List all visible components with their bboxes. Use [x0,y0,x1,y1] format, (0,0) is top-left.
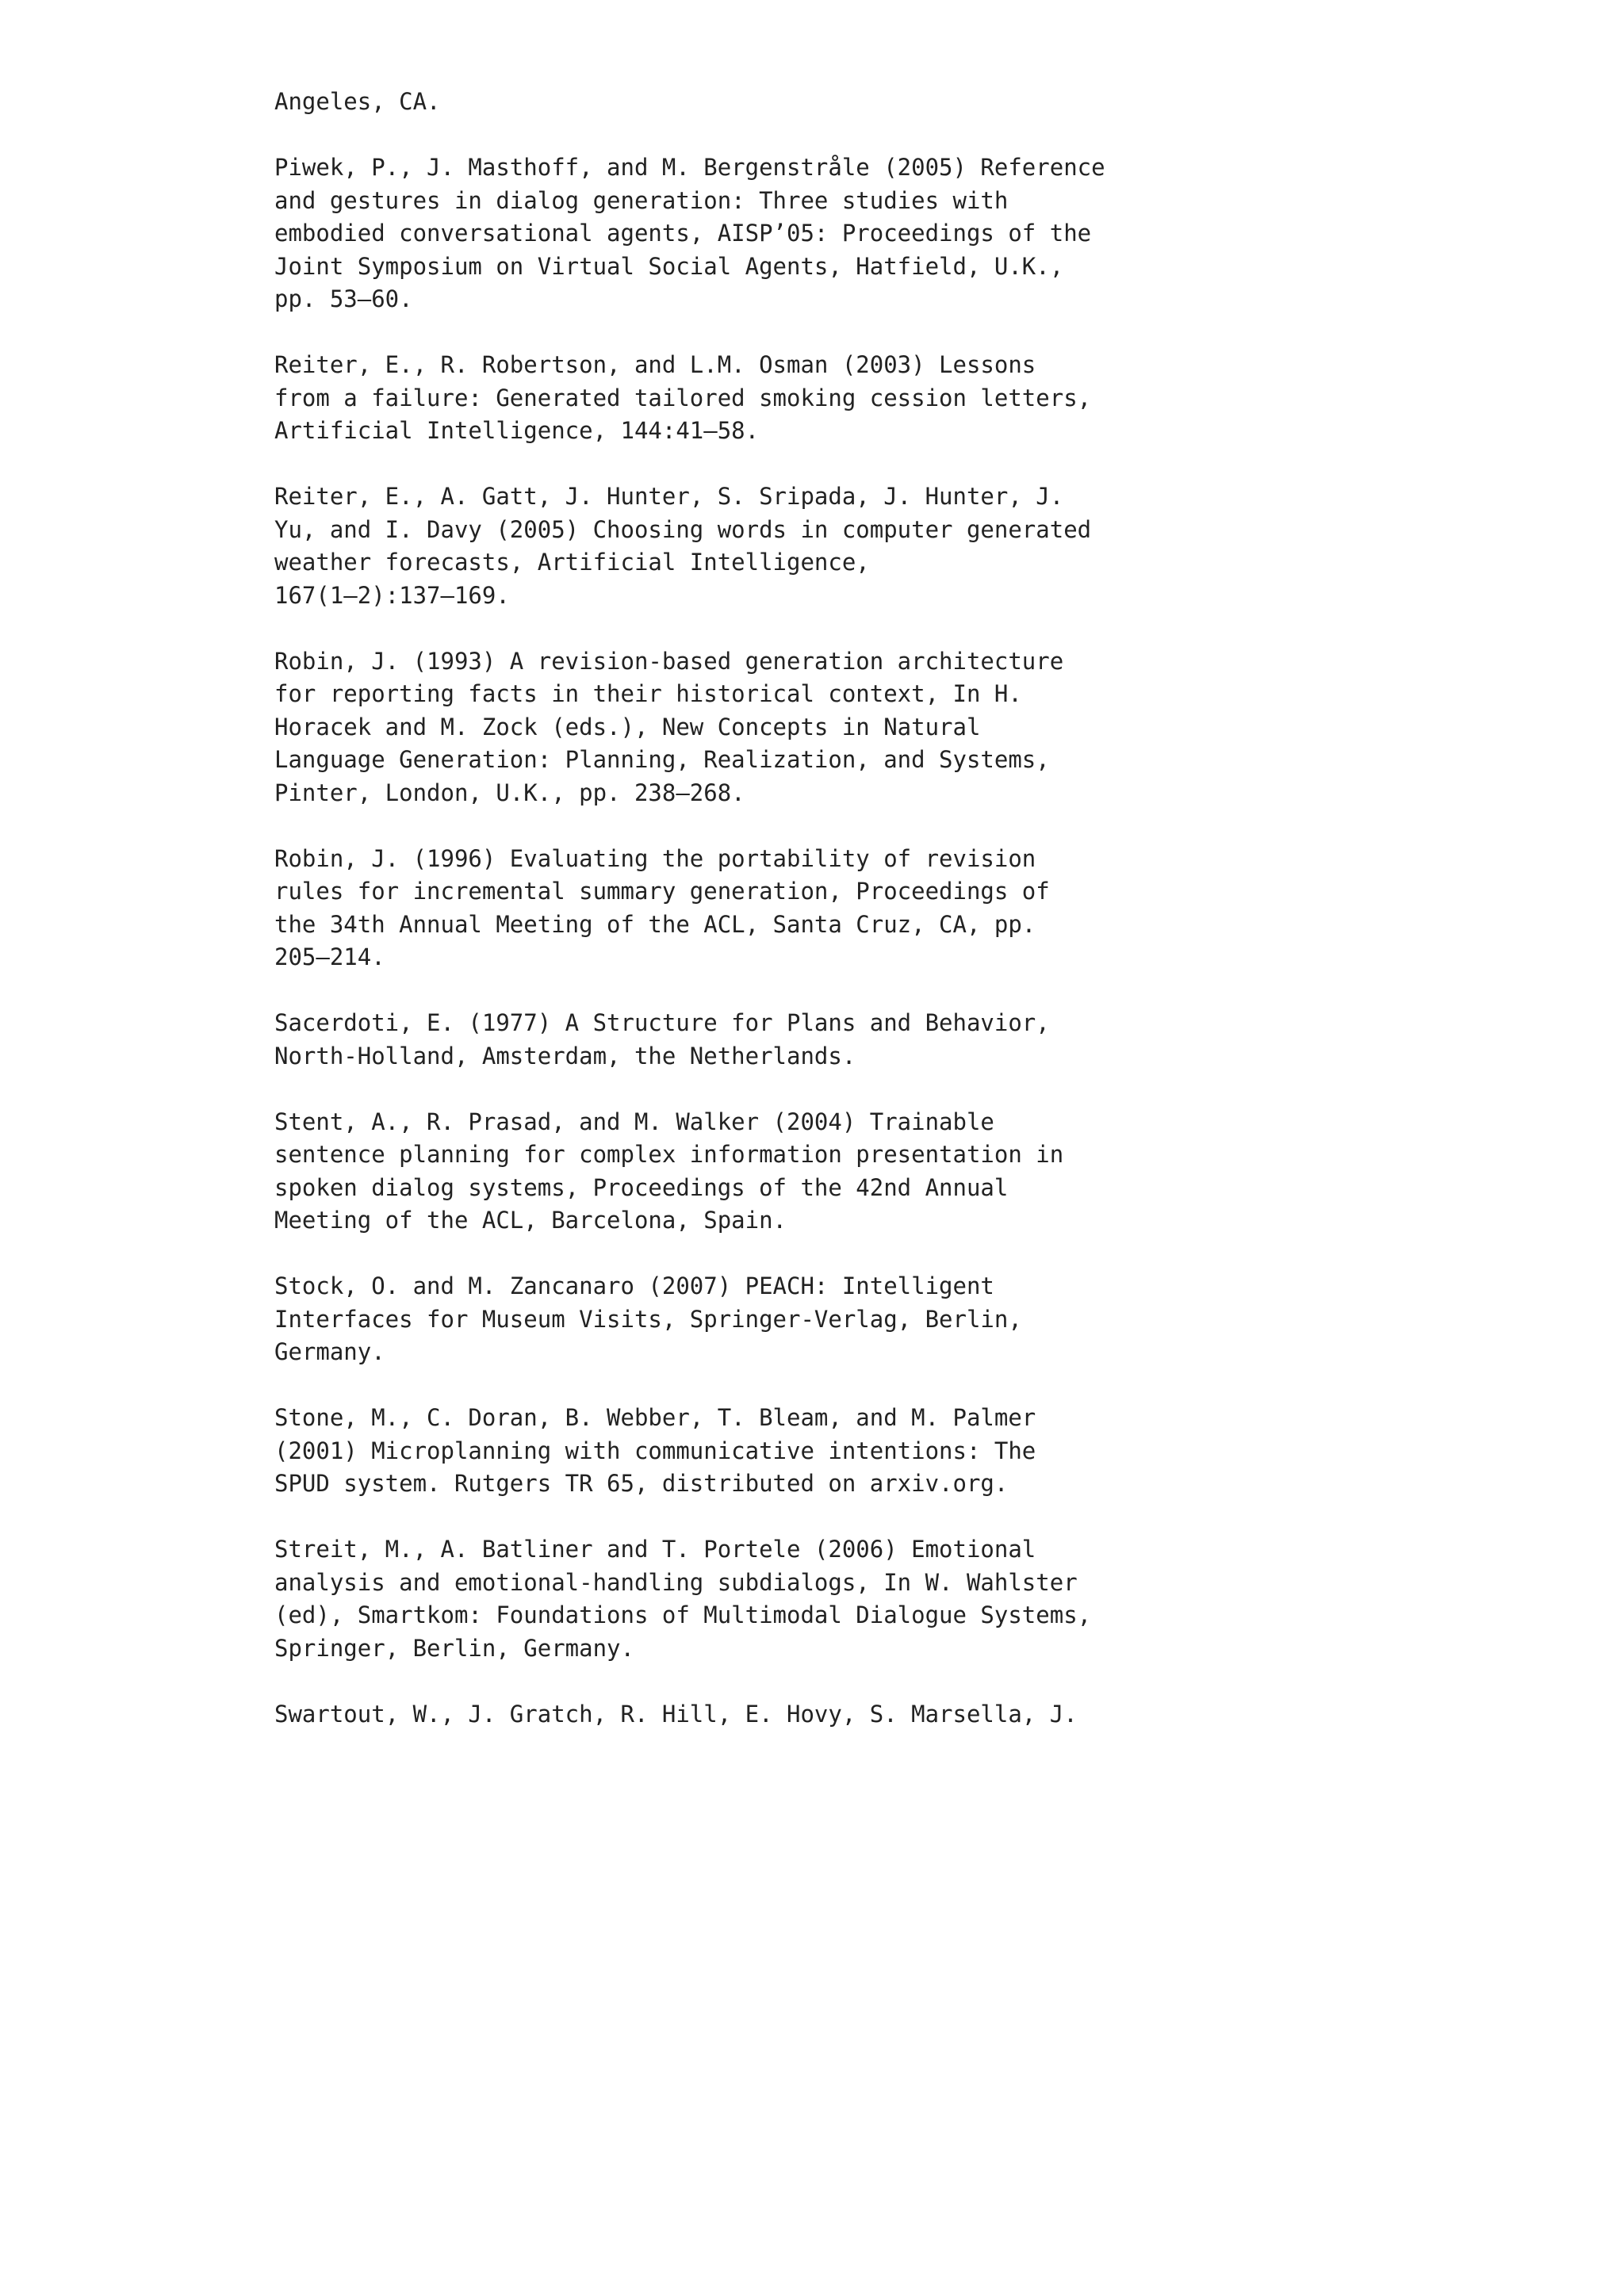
reference-line: spoken dialog systems, Proceedings of the 42nd Annual [274,1173,1009,1201]
reference-entry [274,1106,1385,1238]
reference-line: weather forecasts, Artificial Intelligence, [274,549,870,576]
reference-line: Reiter, E., R. Robertson, and L.M. Osman (2003) Lessons [274,351,1036,378]
reference-line: Robin, J. (1993) A revision-based generation architecture [274,647,1064,675]
reference-line: sentence planning for complex information presentation in [274,1141,1064,1168]
reference-entry [274,1698,1385,1732]
reference-entry [274,151,1385,316]
reference-line: (ed), Smartkom: Foundations of Multimodal Dialogue Systems, [274,1601,1092,1628]
reference-line: rules for incremental summary generation, Proceedings of [274,878,1050,905]
reference-line: Robin, J. (1996) Evaluating the portability of revision [274,844,1036,872]
reference-line: Piwek, P., J. Masthoff, and M. Bergenstråle (2005) Reference [274,154,1105,181]
reference-entry [274,1402,1385,1501]
reference-line: Horacek and M. Zock (eds.), New Concepts in Natural [274,713,981,740]
reference-line: the 34th Annual Meeting of the ACL, Santa Cruz, CA, pp. [274,910,1036,938]
reference-line: Angeles, CA. [274,88,441,115]
reference-line: Germany. [274,1338,385,1365]
reference-entry [274,1007,1385,1073]
reference-entry [274,645,1385,810]
reference-line: Stone, M., C. Doran, B. Webber, T. Bleam, and M. Palmer [274,1404,1036,1431]
reference-entry [274,1270,1385,1369]
reference-entry [274,480,1385,612]
reference-entry [274,843,1385,974]
reference-line: Meeting of the ACL, Barcelona, Spain. [274,1207,787,1234]
reference-entry [274,86,1385,119]
reference-line: pp. 53–60. [274,285,413,312]
reference-line: North-Holland, Amsterdam, the Netherlands. [274,1042,856,1070]
reference-line: Pinter, London, U.K., pp. 238–268. [274,779,745,806]
reference-line: Sacerdoti, E. (1977) A Structure for Plans and Behavior, [274,1009,1050,1036]
reference-line: Streit, M., A. Batliner and T. Portele (2006) Emotional [274,1536,1036,1563]
reference-entry [274,349,1385,448]
reference-line: Reiter, E., A. Gatt, J. Hunter, S. Sripada, J. Hunter, J. [274,483,1064,510]
reference-line: 167(1–2):137–169. [274,581,510,609]
reference-line: for reporting facts in their historical context, In H. [274,680,1022,707]
reference-line: Language Generation: Planning, Realization, and Systems, [274,746,1050,773]
reference-line: Joint Symposium on Virtual Social Agents, Hatfield, U.K., [274,252,1064,280]
reference-line: Swartout, W., J. Gratch, R. Hill, E. Hovy, S. Marsella, J. [274,1700,1078,1728]
reference-line: Artificial Intelligence, 144:41–58. [274,417,760,444]
reference-line: embodied conversational agents, AISP’05: Proceedings of the [274,220,1092,247]
reference-line: (2001) Microplanning with communicative intentions: The [274,1437,1036,1464]
reference-line: 205–214. [274,943,385,970]
reference-line: Stock, O. and M. Zancanaro (2007) PEACH: Intelligent [274,1272,994,1299]
reference-entry [274,1533,1385,1665]
reference-line: Yu, and I. Davy (2005) Choosing words in computer generated [274,515,1092,543]
reference-line: from a failure: Generated tailored smoking cession letters, [274,384,1092,411]
reference-line: analysis and emotional-handling subdialogs, In W. Wahlster [274,1568,1078,1596]
reference-line: Stent, A., R. Prasad, and M. Walker (2004) Trainable [274,1108,994,1135]
reference-line: Interfaces for Museum Visits, Springer-Verlag, Berlin, [274,1305,1022,1333]
reference-list [274,86,1385,1764]
reference-line: Springer, Berlin, Germany. [274,1634,634,1662]
reference-line: SPUD system. Rutgers TR 65, distributed on arxiv.org. [274,1470,1009,1497]
reference-line: and gestures in dialog generation: Three studies with [274,186,1009,214]
